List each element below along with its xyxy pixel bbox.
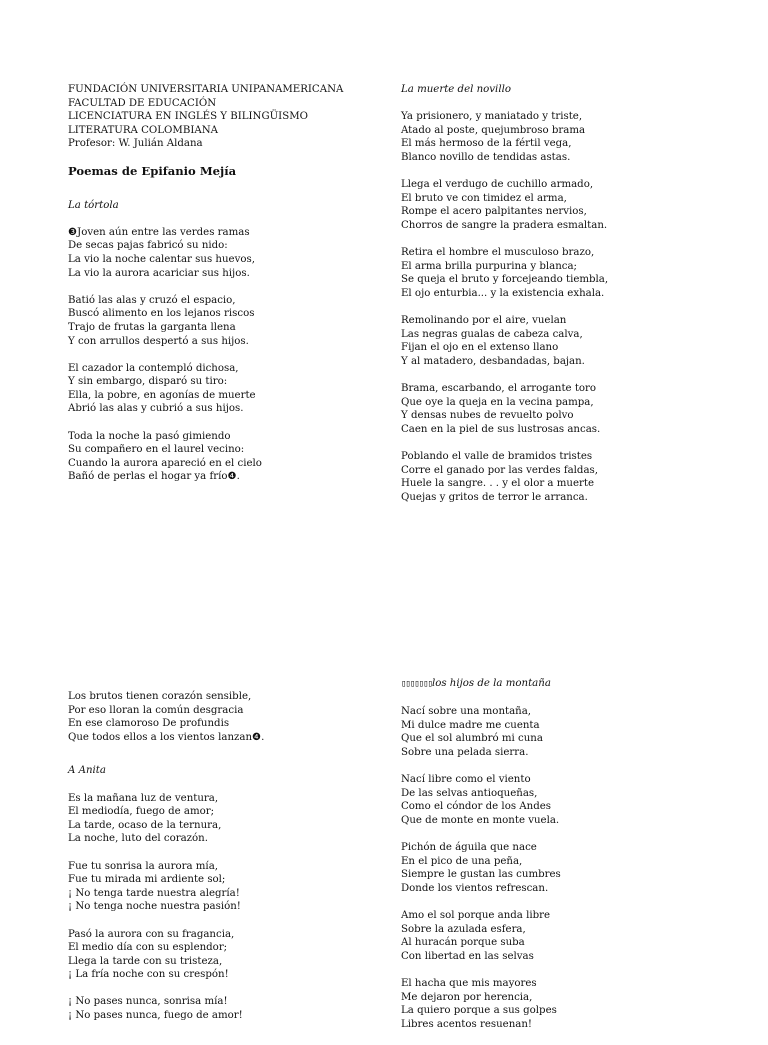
stanza [401, 450, 731, 504]
right-column-top [401, 83, 731, 518]
stanza [401, 977, 731, 1031]
poem-line: Fue tu sonrisa la aurora mía, [68, 860, 219, 872]
stanza [68, 792, 368, 846]
poem-line: Como el cóndor de los Andes [401, 801, 551, 813]
poem-line: En ese clamoroso De profundis [68, 718, 230, 730]
poem-line: ¡ No pases nunca, sonrisa mía! [68, 996, 228, 1008]
poem-line: Los brutos tienen corazón sensible, [68, 691, 252, 702]
poem-line: El más hermoso de la fértil vega, [401, 138, 572, 150]
poem-line: Llega el verdugo de cuchillo armado, [401, 179, 594, 191]
poem-line: En el pico de una peña, [401, 855, 523, 867]
poem-line: De secas pajas fabricó su nido: [68, 240, 228, 252]
document-header [68, 83, 368, 151]
poem-line: Toda la noche la pasó gimiendo [68, 430, 231, 442]
poem-line: Y densas nubes de revuelto polvo [401, 410, 574, 422]
stanza [68, 860, 368, 914]
poem-line: Y al matadero, desbandadas, bajan. [401, 355, 585, 367]
stanza [401, 382, 731, 436]
poem-line: Caen en la piel de sus lustrosas ancas. [401, 423, 601, 435]
poem-anita [68, 792, 368, 1023]
document-title: Poemas de Epifanio Mejía [68, 163, 237, 178]
poem-line: Al huracán porque suba [401, 937, 525, 949]
stanza [401, 110, 731, 164]
poem-line: El arma brilla purpurina y blanca; [401, 260, 577, 272]
poem-line: Quejas y gritos de terror le arranca. [401, 491, 588, 503]
left-column-top [68, 83, 368, 498]
poem-line: Donde los vientos refrescan. [401, 882, 549, 894]
stanza [401, 314, 731, 368]
poem-line: Atado al poste, quejumbroso brama [401, 124, 586, 136]
stanza [68, 928, 368, 982]
poem-line: Se queja el bruto y forcejeando tiembla, [401, 274, 609, 286]
poem-line: Huele la sangre. . . y el olor a muerte [401, 478, 594, 490]
poem-title-montana [401, 677, 731, 692]
poem-line: Llega la tarde con su tristeza, [68, 955, 223, 967]
stanza [401, 909, 731, 963]
missing-glyph-boxes: ▯▯▯▯▯▯▯ [401, 679, 432, 689]
poem-line: Ella, la pobre, en agonías de muerte [68, 389, 256, 401]
poem-line: Batió las alas y cruzó el espacio, [68, 294, 236, 306]
poem-line: ¡ No tenga noche nuestra pasión! [68, 901, 241, 913]
poem-title-novillo: La muerte del novillo [401, 84, 511, 95]
poem-title-anita: A Anita [68, 765, 106, 777]
poem-line: Por eso lloran la común desgracia [68, 704, 244, 716]
poem-tortola [68, 226, 368, 484]
poem-line: Cuando la aurora apareció en el cielo [68, 457, 262, 469]
poem-line: Sobre la azulada esfera, [401, 923, 526, 935]
stanza [401, 773, 731, 827]
stanza [68, 226, 368, 280]
poem-line: Que de monte en monte vuela. [401, 814, 560, 826]
poem-line: Pasó la aurora con su fragancia, [68, 928, 235, 940]
poem-line: Remolinando por el aire, vuelan [401, 315, 567, 327]
poem-line: El bruto ve con timidez el arma, [401, 192, 567, 204]
header-program: LICENCIATURA EN INGLÉS Y BILINGÜISMO [68, 111, 308, 123]
poem-line: Nací sobre una montaña, [401, 706, 532, 718]
poem-line: Que todos ellos a los vientos lanzan❹. [68, 731, 265, 743]
stanza [401, 841, 731, 895]
poem-line: Abrió las alas y cubrió a sus hijos. [68, 403, 244, 415]
poem-line: La quiero porque a sus golpes [401, 1005, 557, 1017]
header-institution: FUNDACIÓN UNIVERSITARIA UNIPANAMERICANA [68, 84, 344, 95]
poem-line: El medio día con su esplendor; [68, 942, 228, 954]
poem-line: ❸Joven aún entre las verdes ramas [68, 226, 250, 238]
poem-line: Que el sol alumbró mi cuna [401, 733, 543, 745]
poem-line: Corre el ganado por las verdes faldas, [401, 464, 598, 476]
poem-line: Me dejaron por herencia, [401, 991, 533, 1003]
poem-line: Poblando el valle de bramidos tristes [401, 451, 593, 463]
poem-line: ¡ No pases nunca, fuego de amor! [68, 1010, 243, 1022]
right-column-bottom [401, 677, 731, 1045]
poem-line: Que oye la queja en la vecina pampa, [401, 396, 594, 408]
poem-line: Rompe el acero palpitantes nervios, [401, 206, 587, 218]
poem-line: Brama, escarbando, el arrogante toro [401, 383, 597, 395]
poem-line: El ojo enturbia... y la existencia exhala. [401, 287, 605, 299]
poem-line: El cazador la contempló dichosa, [68, 362, 239, 374]
poem-line: Y con arrullos despertó a sus hijos. [68, 335, 249, 347]
stanza [401, 246, 731, 300]
poem-line: El hacha que mis mayores [401, 978, 537, 990]
stanza [68, 430, 368, 484]
stanza [401, 178, 731, 232]
poem-line: Bañó de perlas el hogar ya frío❹. [68, 471, 240, 483]
stanza [68, 995, 368, 1022]
poem-line: Blanco novillo de tendidas astas. [401, 151, 571, 163]
poem-line: Fue tu mirada mi ardiente sol; [68, 874, 226, 886]
poem-line: Las negras gualas de cabeza calva, [401, 328, 583, 340]
poem-line: Chorros de sangre la pradera esmaltan. [401, 219, 608, 231]
poem-line: La vio la aurora acariciar sus hijos. [68, 267, 250, 279]
poem-line: Ya prisionero, y maniatado y triste, [401, 111, 583, 123]
poem-line: Y sin embargo, disparó su tiro: [68, 376, 228, 388]
poem-line: Su compañero en el laurel vecino: [68, 444, 245, 456]
poem-line: Libres acentos resuenan! [401, 1018, 532, 1030]
poem-line: Trajo de frutas la garganta llena [68, 321, 236, 333]
poem-line: Mi dulce madre me cuenta [401, 719, 540, 731]
poem-line: Buscó alimento en los lejanos riscos [68, 308, 255, 320]
header-course: LITERATURA COLOMBIANA [68, 124, 218, 136]
poem-montana [401, 705, 731, 1031]
poem-line: La tarde, ocaso de la ternura, [68, 819, 222, 831]
poem-line: Nací libre como el viento [401, 774, 531, 786]
header-faculty: FACULTAD DE EDUCACIÓN [68, 97, 217, 109]
poem-line: Fijan el ojo en el extenso llano [401, 342, 559, 354]
poem-line: Pichón de águila que nace [401, 842, 537, 854]
poem-line: La noche, luto del corazón. [68, 833, 208, 845]
poem-line: Amo el sol porque anda libre [401, 910, 551, 922]
poem-line: Con libertad en las selvas [401, 950, 534, 962]
poem-line: Siempre le gustan las cumbres [401, 869, 561, 881]
poem-line: Retira el hombre el musculoso brazo, [401, 247, 595, 259]
header-professor: Profesor: W. Julián Aldana [68, 138, 203, 150]
stanza [68, 362, 368, 416]
poem-line: La vio la noche calentar sus huevos, [68, 253, 255, 265]
poem-line: El mediodía, fuego de amor; [68, 806, 215, 818]
left-column-bottom [68, 690, 368, 1036]
poem-title-text: los hijos de la montaña [431, 678, 551, 689]
stanza [68, 294, 368, 348]
poem-novillo [401, 110, 731, 504]
stanza [401, 705, 731, 759]
stanza [68, 690, 368, 744]
poem-line: Sobre una pelada sierra. [401, 746, 529, 758]
poem-line: Es la mañana luz de ventura, [68, 792, 219, 804]
poem-line: ¡ No tenga tarde nuestra alegría! [68, 887, 240, 899]
poem-line: ¡ La fría noche con su crespón! [68, 969, 229, 981]
poem-novillo-continued [68, 690, 368, 744]
poem-title-tortola: La tórtola [68, 199, 119, 211]
poem-line: De las selvas antioqueñas, [401, 787, 538, 799]
